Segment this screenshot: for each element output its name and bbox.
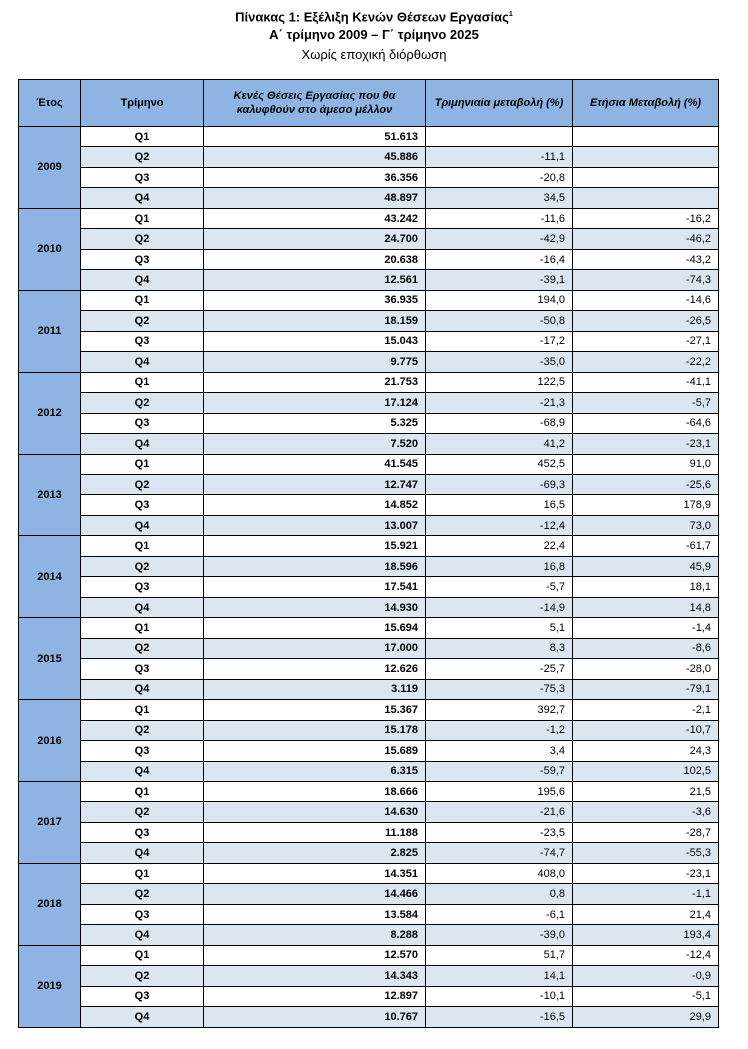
vacancies-cell: 9.775 xyxy=(204,352,426,372)
quarter-cell: Q1 xyxy=(81,863,204,883)
quarterly-change-cell: 41,2 xyxy=(426,434,573,454)
quarterly-change-cell: -6,1 xyxy=(426,904,573,924)
table-row xyxy=(19,741,719,761)
annual-change-cell: -74,3 xyxy=(573,270,719,290)
table-row xyxy=(19,147,719,167)
table-row xyxy=(19,802,719,822)
footnote-marker: 1 xyxy=(508,11,513,18)
table-row xyxy=(19,884,719,904)
vacancies-cell: 10.767 xyxy=(204,1007,426,1027)
table-row xyxy=(19,290,719,310)
quarter-cell: Q1 xyxy=(81,372,204,392)
quarterly-change-cell: -74,7 xyxy=(426,843,573,863)
table-row xyxy=(19,618,719,638)
table-row xyxy=(19,127,719,147)
quarterly-change-cell: 5,1 xyxy=(426,618,573,638)
quarter-cell: Q3 xyxy=(81,495,204,515)
quarterly-change-cell: -68,9 xyxy=(426,413,573,433)
annual-change-cell: 193,4 xyxy=(573,925,719,945)
quarter-cell: Q4 xyxy=(81,188,204,208)
quarter-cell: Q4 xyxy=(81,761,204,781)
quarter-cell: Q1 xyxy=(81,454,204,474)
vacancies-cell: 14.852 xyxy=(204,495,426,515)
quarterly-change-cell: -50,8 xyxy=(426,311,573,331)
header-annual-change: Ετήσια Μεταβολή (%) xyxy=(573,80,719,127)
quarter-cell: Q4 xyxy=(81,1007,204,1027)
table-row xyxy=(19,761,719,781)
table-row xyxy=(19,454,719,474)
quarterly-change-cell: -75,3 xyxy=(426,679,573,699)
quarter-cell: Q2 xyxy=(81,556,204,576)
vacancies-cell: 14.343 xyxy=(204,966,426,986)
quarter-cell: Q4 xyxy=(81,679,204,699)
annual-change-cell: -10,7 xyxy=(573,720,719,740)
vacancies-cell: 13.584 xyxy=(204,904,426,924)
annual-change-cell xyxy=(573,147,719,167)
quarterly-change-cell: -35,0 xyxy=(426,352,573,372)
quarterly-change-cell: -1,2 xyxy=(426,720,573,740)
quarterly-change-cell: -17,2 xyxy=(426,331,573,351)
table-row xyxy=(19,249,719,269)
quarterly-change-cell: -14,9 xyxy=(426,597,573,617)
vacancies-cell: 45.886 xyxy=(204,147,426,167)
table-row xyxy=(19,945,719,965)
table-row xyxy=(19,229,719,249)
quarterly-change-cell: -20,8 xyxy=(426,167,573,187)
annual-change-cell: -8,6 xyxy=(573,638,719,658)
quarterly-change-cell: -21,6 xyxy=(426,802,573,822)
vacancies-cell: 14.466 xyxy=(204,884,426,904)
quarter-cell: Q4 xyxy=(81,925,204,945)
quarterly-change-cell: -11,6 xyxy=(426,208,573,228)
quarterly-change-cell: 34,5 xyxy=(426,188,573,208)
table-row xyxy=(19,904,719,924)
vacancies-cell: 7.520 xyxy=(204,434,426,454)
quarterly-change-cell: -59,7 xyxy=(426,761,573,781)
quarter-cell: Q2 xyxy=(81,802,204,822)
vacancies-cell: 36.935 xyxy=(204,290,426,310)
vacancies-cell: 15.689 xyxy=(204,741,426,761)
quarterly-change-cell: -69,3 xyxy=(426,474,573,494)
vacancies-cell: 51.613 xyxy=(204,127,426,147)
vacancies-cell: 36.356 xyxy=(204,167,426,187)
quarterly-change-cell: -10,1 xyxy=(426,986,573,1006)
annual-change-cell: -5,7 xyxy=(573,393,719,413)
annual-change-cell: -22,2 xyxy=(573,352,719,372)
annual-change-cell: -16,2 xyxy=(573,208,719,228)
quarterly-change-cell: 51,7 xyxy=(426,945,573,965)
quarterly-change-cell: 122,5 xyxy=(426,372,573,392)
year-cell: 2018 xyxy=(19,863,81,945)
table-row xyxy=(19,167,719,187)
quarter-cell: Q3 xyxy=(81,249,204,269)
quarter-cell: Q2 xyxy=(81,393,204,413)
quarterly-change-cell xyxy=(426,127,573,147)
header-quarterly-change: Τριμηνιαία μεταβολή (%) xyxy=(426,80,573,127)
table-caption xyxy=(0,6,748,63)
annual-change-cell: 18,1 xyxy=(573,577,719,597)
quarter-cell: Q1 xyxy=(81,782,204,802)
header-vacancies: Κενές Θέσεις Εργασίας που θα καλυφθούν στο άμεσο μέλλον xyxy=(204,80,426,127)
vacancies-cell: 14.630 xyxy=(204,802,426,822)
annual-change-cell: 14,8 xyxy=(573,597,719,617)
table-row xyxy=(19,536,719,556)
vacancies-cell: 12.626 xyxy=(204,659,426,679)
annual-change-cell: -12,4 xyxy=(573,945,719,965)
quarter-cell: Q3 xyxy=(81,413,204,433)
annual-change-cell: -26,5 xyxy=(573,311,719,331)
quarterly-change-cell: 452,5 xyxy=(426,454,573,474)
quarterly-change-cell: -23,5 xyxy=(426,822,573,842)
annual-change-cell: -46,2 xyxy=(573,229,719,249)
table-row xyxy=(19,679,719,699)
quarter-cell: Q4 xyxy=(81,352,204,372)
quarter-cell: Q2 xyxy=(81,147,204,167)
quarter-cell: Q2 xyxy=(81,229,204,249)
table-row xyxy=(19,413,719,433)
table-body xyxy=(19,127,719,1028)
quarter-cell: Q2 xyxy=(81,638,204,658)
table-row xyxy=(19,495,719,515)
quarter-cell: Q3 xyxy=(81,577,204,597)
quarter-cell: Q4 xyxy=(81,434,204,454)
vacancies-cell: 18.666 xyxy=(204,782,426,802)
year-cell: 2019 xyxy=(19,945,81,1027)
table-subtitle: Χωρίς εποχική διόρθωση xyxy=(301,47,447,63)
quarterly-change-cell: -11,1 xyxy=(426,147,573,167)
vacancies-cell: 20.638 xyxy=(204,249,426,269)
quarterly-change-cell: 14,1 xyxy=(426,966,573,986)
annual-change-cell: -23,1 xyxy=(573,863,719,883)
annual-change-cell: -61,7 xyxy=(573,536,719,556)
table-row xyxy=(19,393,719,413)
quarterly-change-cell: 194,0 xyxy=(426,290,573,310)
vacancies-cell: 14.930 xyxy=(204,597,426,617)
annual-change-cell: 45,9 xyxy=(573,556,719,576)
table-row xyxy=(19,659,719,679)
annual-change-cell: -25,6 xyxy=(573,474,719,494)
quarter-cell: Q2 xyxy=(81,966,204,986)
year-cell: 2016 xyxy=(19,700,81,782)
table-row xyxy=(19,863,719,883)
table-period: Α΄ τρίμηνο 2009 – Γ΄ τρίμηνο 2025 xyxy=(269,27,479,43)
quarter-cell: Q3 xyxy=(81,822,204,842)
quarter-cell: Q3 xyxy=(81,331,204,351)
quarter-cell: Q4 xyxy=(81,843,204,863)
table-row xyxy=(19,782,719,802)
table-row xyxy=(19,843,719,863)
vacancies-cell: 15.367 xyxy=(204,700,426,720)
table-row xyxy=(19,925,719,945)
table-row xyxy=(19,208,719,228)
quarterly-change-cell: 3,4 xyxy=(426,741,573,761)
quarter-cell: Q2 xyxy=(81,720,204,740)
vacancies-cell: 18.159 xyxy=(204,311,426,331)
year-cell: 2009 xyxy=(19,127,81,209)
quarterly-change-cell: 0,8 xyxy=(426,884,573,904)
annual-change-cell: -41,1 xyxy=(573,372,719,392)
table-row xyxy=(19,986,719,1006)
quarter-cell: Q4 xyxy=(81,270,204,290)
vacancies-cell: 3.119 xyxy=(204,679,426,699)
annual-change-cell: -28,0 xyxy=(573,659,719,679)
quarter-cell: Q2 xyxy=(81,884,204,904)
quarterly-change-cell: -25,7 xyxy=(426,659,573,679)
table-row xyxy=(19,577,719,597)
annual-change-cell: -1,4 xyxy=(573,618,719,638)
table-row xyxy=(19,556,719,576)
vacancies-cell: 5.325 xyxy=(204,413,426,433)
header-quarter: Τρίμηνο xyxy=(81,80,204,127)
table-row xyxy=(19,822,719,842)
annual-change-cell: 102,5 xyxy=(573,761,719,781)
quarter-cell: Q2 xyxy=(81,474,204,494)
quarterly-change-cell: 22,4 xyxy=(426,536,573,556)
vacancies-cell: 11.188 xyxy=(204,822,426,842)
quarterly-change-cell: -16,4 xyxy=(426,249,573,269)
quarterly-change-cell: 408,0 xyxy=(426,863,573,883)
annual-change-cell: 21,5 xyxy=(573,782,719,802)
year-cell: 2012 xyxy=(19,372,81,454)
vacancies-cell: 12.570 xyxy=(204,945,426,965)
annual-change-cell xyxy=(573,167,719,187)
vacancies-cell: 41.545 xyxy=(204,454,426,474)
vacancies-cell: 15.043 xyxy=(204,331,426,351)
year-cell: 2014 xyxy=(19,536,81,618)
annual-change-cell: -23,1 xyxy=(573,434,719,454)
annual-change-cell: 24,3 xyxy=(573,741,719,761)
annual-change-cell xyxy=(573,127,719,147)
table-title: Πίνακας 1: Εξέλιξη Κενών Θέσεων Εργασίας$^1$ xyxy=(235,9,513,25)
quarter-cell: Q2 xyxy=(81,311,204,331)
vacancies-cell: 14.351 xyxy=(204,863,426,883)
annual-change-cell: -1,1 xyxy=(573,884,719,904)
vacancies-cell: 17.000 xyxy=(204,638,426,658)
table-row xyxy=(19,188,719,208)
quarterly-change-cell: -42,9 xyxy=(426,229,573,249)
quarterly-change-cell: -5,7 xyxy=(426,577,573,597)
quarter-cell: Q1 xyxy=(81,700,204,720)
vacancies-cell: 43.242 xyxy=(204,208,426,228)
vacancies-cell: 21.753 xyxy=(204,372,426,392)
annual-change-cell: -79,1 xyxy=(573,679,719,699)
annual-change-cell: -14,6 xyxy=(573,290,719,310)
annual-change-cell: 178,9 xyxy=(573,495,719,515)
annual-change-cell: -5,1 xyxy=(573,986,719,1006)
table-row xyxy=(19,515,719,535)
quarter-cell: Q3 xyxy=(81,986,204,1006)
quarterly-change-cell: -21,3 xyxy=(426,393,573,413)
table-row xyxy=(19,474,719,494)
vacancies-cell: 18.596 xyxy=(204,556,426,576)
quarter-cell: Q1 xyxy=(81,208,204,228)
vacancies-cell: 24.700 xyxy=(204,229,426,249)
quarter-cell: Q3 xyxy=(81,659,204,679)
table-row xyxy=(19,372,719,392)
quarterly-change-cell: 392,7 xyxy=(426,700,573,720)
quarterly-change-cell: 16,8 xyxy=(426,556,573,576)
vacancies-cell: 12.897 xyxy=(204,986,426,1006)
annual-change-cell xyxy=(573,188,719,208)
quarter-cell: Q1 xyxy=(81,945,204,965)
year-cell: 2010 xyxy=(19,208,81,290)
table-row xyxy=(19,352,719,372)
annual-change-cell: 21,4 xyxy=(573,904,719,924)
vacancies-cell: 12.561 xyxy=(204,270,426,290)
vacancies-cell: 8.288 xyxy=(204,925,426,945)
vacancies-cell: 17.541 xyxy=(204,577,426,597)
quarter-cell: Q3 xyxy=(81,904,204,924)
year-cell: 2013 xyxy=(19,454,81,536)
vacancies-cell: 12.747 xyxy=(204,474,426,494)
quarter-cell: Q1 xyxy=(81,536,204,556)
year-cell: 2017 xyxy=(19,782,81,864)
quarterly-change-cell: 195,6 xyxy=(426,782,573,802)
annual-change-cell: 73,0 xyxy=(573,515,719,535)
annual-change-cell: -28,7 xyxy=(573,822,719,842)
table-header-row xyxy=(19,80,719,127)
quarterly-change-cell: 8,3 xyxy=(426,638,573,658)
table-row xyxy=(19,1007,719,1027)
year-cell: 2015 xyxy=(19,618,81,700)
quarterly-change-cell: -39,0 xyxy=(426,925,573,945)
annual-change-cell: -27,1 xyxy=(573,331,719,351)
vacancies-cell: 15.694 xyxy=(204,618,426,638)
table-row xyxy=(19,270,719,290)
quarterly-change-cell: 16,5 xyxy=(426,495,573,515)
vacancies-cell: 6.315 xyxy=(204,761,426,781)
annual-change-cell: -55,3 xyxy=(573,843,719,863)
table-row xyxy=(19,638,719,658)
vacancies-cell: 48.897 xyxy=(204,188,426,208)
table-row xyxy=(19,597,719,617)
table-row xyxy=(19,966,719,986)
header-year: Έτος xyxy=(19,80,81,127)
table-row xyxy=(19,700,719,720)
annual-change-cell: 91,0 xyxy=(573,454,719,474)
quarter-cell: Q1 xyxy=(81,127,204,147)
year-cell: 2011 xyxy=(19,290,81,372)
vacancies-cell: 2.825 xyxy=(204,843,426,863)
annual-change-cell: -64,6 xyxy=(573,413,719,433)
quarter-cell: Q3 xyxy=(81,741,204,761)
table-row xyxy=(19,311,719,331)
annual-change-cell: -43,2 xyxy=(573,249,719,269)
annual-change-cell: -3,6 xyxy=(573,802,719,822)
quarterly-change-cell: -39,1 xyxy=(426,270,573,290)
table-row xyxy=(19,720,719,740)
table-row xyxy=(19,434,719,454)
quarter-cell: Q4 xyxy=(81,597,204,617)
table-row xyxy=(19,331,719,351)
quarter-cell: Q1 xyxy=(81,290,204,310)
vacancies-cell: 15.178 xyxy=(204,720,426,740)
quarterly-change-cell: -12,4 xyxy=(426,515,573,535)
quarter-cell: Q3 xyxy=(81,167,204,187)
vacancies-cell: 13.007 xyxy=(204,515,426,535)
vacancies-table xyxy=(18,79,719,1028)
annual-change-cell: -2,1 xyxy=(573,700,719,720)
annual-change-cell: 29,9 xyxy=(573,1007,719,1027)
quarter-cell: Q1 xyxy=(81,618,204,638)
quarterly-change-cell: -16,5 xyxy=(426,1007,573,1027)
vacancies-cell: 15.921 xyxy=(204,536,426,556)
vacancies-cell: 17.124 xyxy=(204,393,426,413)
quarter-cell: Q4 xyxy=(81,515,204,535)
annual-change-cell: -0,9 xyxy=(573,966,719,986)
